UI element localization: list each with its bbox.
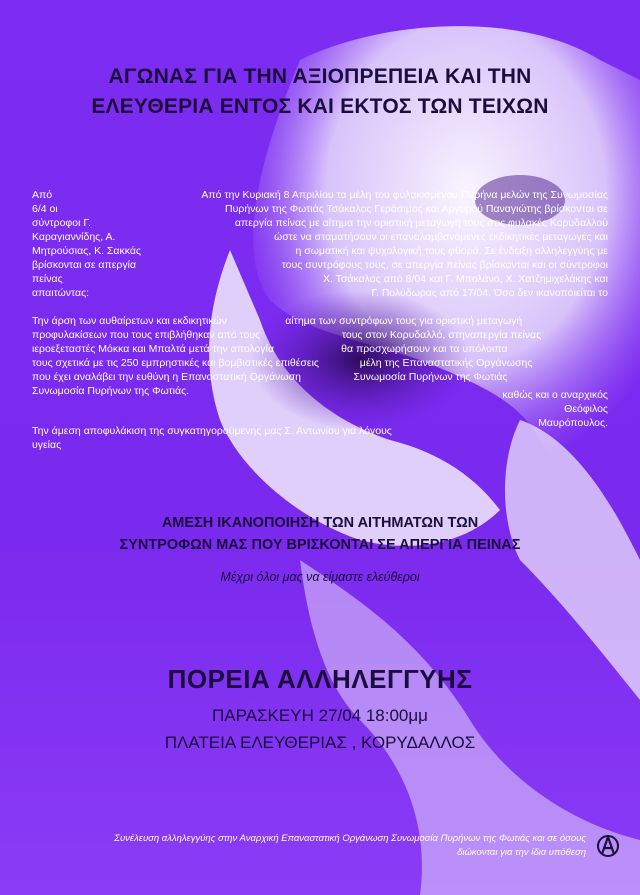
march-place: ΠΛΑΤΕΙΑ ΕΛΕΥΘΕΡΙΑΣ , ΚΟΡΥΔΑΛΛΟΣ — [164, 733, 476, 752]
demands-paragraph — [32, 314, 608, 398]
demand-heading — [40, 512, 600, 556]
footer-line-2: διώκονται για την ίδια υπόθεση — [457, 847, 586, 858]
left-column — [32, 188, 142, 300]
main-line: η σωματική και ψυχολογική τους φθορά. Σε ένδειξη αλληλεγγύης με — [295, 245, 608, 257]
headline — [40, 62, 600, 122]
footer-line-1: Συνέλευση αλληλεγγύης στην Αναρχική Επαναστατική Οργάνωση Συνωμοσία Πυρήνων της Φωτιάς και σε όσους — [114, 833, 586, 844]
main-line: τους συντρόφους τους, σε απεργία πείνας βρίσκονται και οι σύντροφοι — [281, 259, 608, 271]
left-line: 6/4 οι — [32, 203, 58, 215]
main-line: ώστε να σταματήσουν οι επαναλαμβανόμενες εκδικητικές μεταγωγές και — [274, 231, 608, 243]
left-line: σύντροφοι Γ. — [32, 217, 91, 229]
demand-line-1: ΑΜΕΣΗ ΙΚΑΝΟΠΟΙΗΣΗ ΤΩΝ ΑΙΤΗΜΑΤΩΝ ΤΩΝ — [161, 515, 479, 531]
march-date: ΠΑΡΑΣΚΕΥΗ 27/04 18:00μμ — [212, 706, 428, 725]
main-line: Γ. Πολύδωρας από 17/04. Όσο δεν ικανοποιείται το — [371, 287, 608, 299]
main-line: Από την Κυριακή 8 Απριλίου τα μέλη του φυλακισμένου Πυρήνα μελών της Συνωμοσίας — [201, 189, 608, 201]
para-line: που έχει αναλάβει την ευθύνη η Επαναστατική Οργάνωση Συνωμοσία Πυρήνων της Φωτιάς — [32, 371, 508, 383]
main-line: Πυρήνων της Φωτιάς Τσάκαλος Γεράσιμος και Αργυρού Παναγιώτης βρίσκονται σε — [225, 203, 608, 215]
march-title: ΠΟΡΕΙΑ ΑΛΛΗΛΕΓΓΥΗΣ — [167, 664, 473, 694]
left-line: Μητρούσιας, Κ. Σακκάς — [32, 245, 141, 257]
sign-line: Μαυρόπουλος. — [538, 417, 608, 429]
para-line: ιεροεξεταστές Μόκκα και Μπαλτά μετά την απολογία θα προσχωρήσουν και τα υπόλοιπα — [32, 343, 508, 355]
headline-line-1: ΑΓΩΝΑΣ ΓΙΑ ΤΗΝ ΑΞΙΟΠΡΕΠΕΙΑ ΚΑΙ ΤΗΝ — [108, 65, 532, 88]
para-line: προφυλακίσεων που τους επιβλήθηκαν από τους τους στον Κορυδαλλό, στηναπεργία πείνας — [32, 329, 542, 341]
footer-text — [40, 832, 586, 860]
headline-line-2: ΕΛΕΥΘΕΡΙΑ ΕΝΤΟΣ ΚΑΙ ΕΚΤΟΣ ΤΩΝ ΤΕΙΧΩΝ — [91, 95, 549, 118]
main-column — [132, 188, 608, 300]
para-line: τους σχετικά με τις 250 εμπρηστικές και βομβιστικές επιθέσεις μέλη της Επαναστατικής Οργάνωσης — [32, 357, 533, 369]
slogan: Μέχρι όλοι μας να είμαστε ελεύθεροι — [220, 570, 420, 584]
anarchy-symbol-icon — [596, 834, 620, 858]
main-line: απεργία πείνας με αίτημα την οριστική μεταγωγή τους στις φυλακές Κορυδαλλού — [234, 217, 608, 229]
para-line: Συνωμοσία Πυρήνων της Φωτιάς. — [32, 385, 190, 397]
left-line: βρίσκονται σε απεργία πείνας — [32, 259, 137, 285]
sign-line: καθώς και ο αναρχικός — [502, 389, 608, 401]
sign-line: Θεόφιλος — [564, 403, 608, 415]
para-line: Την άμεση αποφυλάκιση της συγκατηγορούμενης μας Σ. Αντωνίου για λόγους — [32, 425, 392, 437]
para-line: υγείας — [32, 439, 62, 451]
release-paragraph — [32, 424, 608, 452]
main-line: Χ. Τσάκαλος από 8/04 και Γ. Μπολάνο, Χ. Χατζημιχελάκης και — [323, 273, 608, 285]
para-line: Την άρση των αυθαίρετων και εκδικητικών αίτημα των συντρόφων τους για οριστική μεταγωγή — [32, 315, 523, 327]
left-line: απαιτώντας: — [32, 287, 90, 299]
left-line: Από — [32, 189, 53, 201]
demand-line-2: ΣΥΝΤΡΟΦΩΝ ΜΑΣ ΠΟΥ ΒΡΙΣΚΟΝΤΑΙ ΣΕ ΑΠΕΡΓΙΑ ΠΕΙΝΑΣ — [119, 537, 521, 553]
left-line: Καραγιαννίδης, Α. — [32, 231, 116, 243]
